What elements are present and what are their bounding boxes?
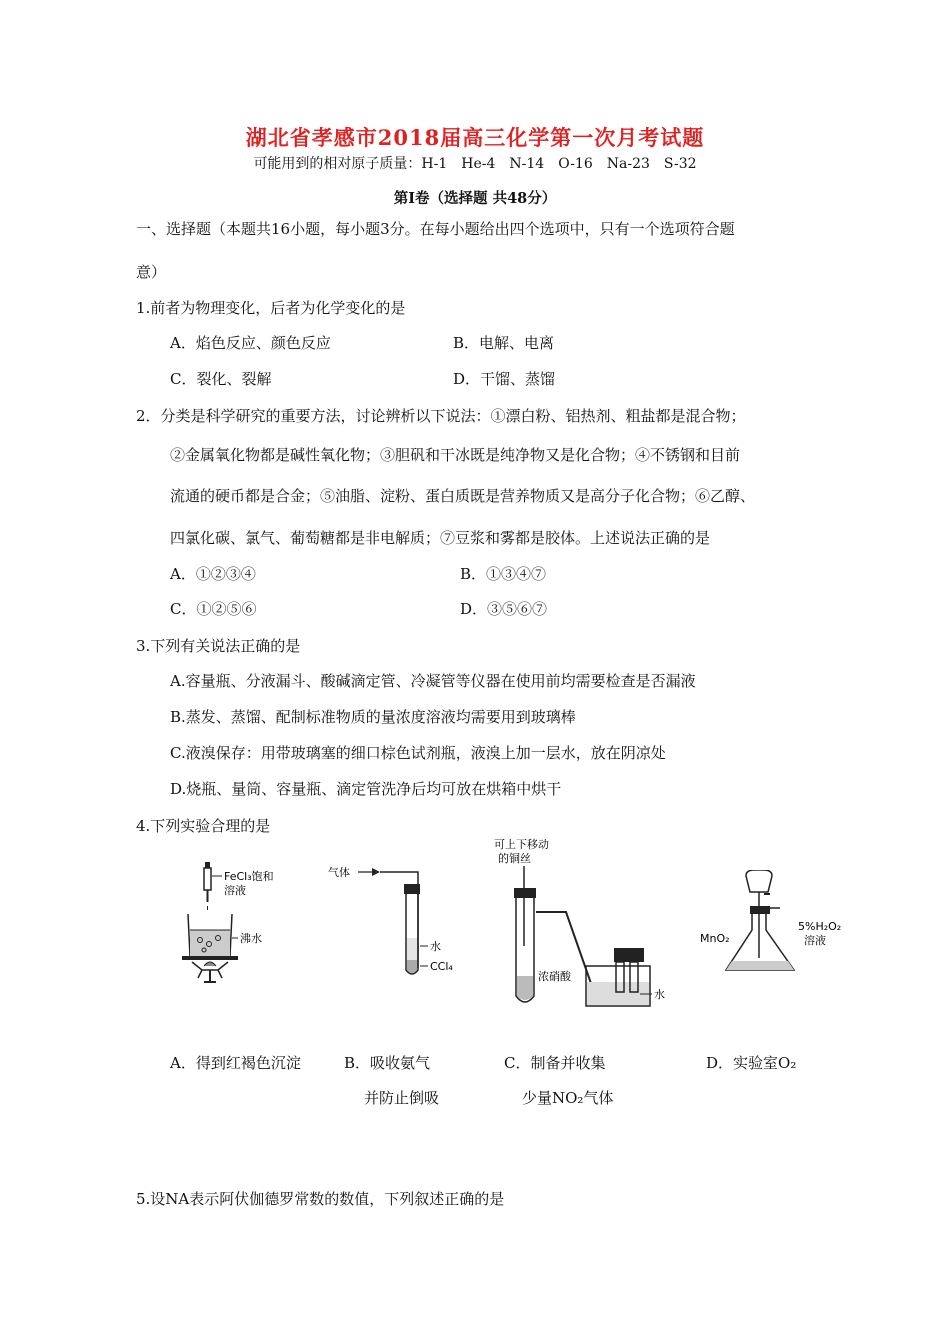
fig-b-ccl4-label: CCl₄: [430, 960, 453, 973]
q4-stem: 4.下列实验合理的是: [136, 817, 271, 835]
q4-option-b-line1: B．吸收氨气: [344, 1054, 431, 1072]
fig-a-reagent-label1: FeCl₃饱和: [224, 870, 274, 883]
fig-d-mno2-label: MnO₂: [700, 932, 730, 945]
fig-d-h2o2-label2: 溶液: [804, 934, 826, 947]
fig-a-water-label: 沸水: [240, 932, 262, 945]
q5-stem: 5.设NA表示阿伏伽德罗常数的数值，下列叙述正确的是: [136, 1190, 505, 1208]
q2-option-d: D．③⑤⑥⑦: [460, 600, 548, 618]
q3-option-d: D.烧瓶、量筒、容量瓶、滴定管洗净后均可放在烘箱中烘干: [170, 780, 562, 798]
q3-option-c: C.液溴保存：用带玻璃塞的细口棕色试剂瓶，液溴上加一层水，放在阴凉处: [170, 744, 666, 762]
q1-option-c: C．裂化、裂解: [170, 370, 272, 388]
q4-option-c-line2: 少量NO₂气体: [522, 1089, 614, 1107]
q2-line3: 流通的硬币都是合金；⑤油脂、淀粉、蛋白质既是营养物质又是高分子化合物；⑥乙醇、: [170, 487, 756, 505]
q1-option-d: D．干馏、蒸馏: [453, 370, 556, 388]
figure-b-apparatus: [328, 858, 468, 988]
q3-option-a: A.容量瓶、分液漏斗、酸碱滴定管、冷凝管等仪器在使用前均需要检查是否漏液: [170, 672, 696, 690]
fig-c-water-label: 水: [654, 988, 665, 1001]
section-title: 第Ⅰ卷（选择题 共48分）: [393, 190, 557, 207]
q4-option-b-line2: 并防止倒吸: [364, 1089, 440, 1107]
q2-line1: 2．分类是科学研究的重要方法，讨论辨析以下说法：①漂白粉、铝热剂、粗盐都是混合物；: [136, 407, 746, 425]
fig-b-gas-label: 气体: [328, 866, 350, 879]
q2-option-b: B．①③④⑦: [460, 565, 547, 583]
q4-option-a: A．得到红褐色沉淀: [170, 1054, 301, 1072]
q3-option-b: B.蒸发、蒸馏、配制标准物质的量浓度溶液均需要用到玻璃棒: [170, 708, 576, 726]
fig-c-wire-label1: 可上下移动: [494, 838, 549, 851]
figure-c-apparatus: [490, 836, 670, 1011]
q4-option-c-line1: C．制备并收集: [504, 1054, 606, 1072]
atomic-masses: 可能用到的相对原子质量：H-1 He-4 N-14 O-16 Na-23 S-32: [253, 156, 697, 172]
q1-option-b: B．电解、电离: [453, 334, 555, 352]
figure-d-apparatus: [700, 870, 850, 985]
fig-a-reagent-label2: 溶液: [224, 884, 246, 897]
q2-line4: 四氯化碳、氯气、葡萄糖都是非电解质；⑦豆浆和雾都是胶体。上述说法正确的是: [170, 529, 711, 547]
q1-stem: 1.前者为物理变化，后者为化学变化的是: [136, 299, 406, 317]
fig-d-h2o2-label1: 5%H₂O₂: [798, 920, 842, 933]
fig-c-wire-label2: 的铜丝: [498, 852, 531, 865]
figure-a-apparatus: [178, 858, 308, 988]
q4-option-d: D．实验室O₂: [706, 1054, 797, 1072]
instructions-line2: 意）: [136, 263, 167, 281]
fig-b-water-label: 水: [430, 940, 441, 953]
q1-option-a: A．焰色反应、颜色反应: [170, 334, 331, 352]
instructions-line1: 一、选择题（本题共16小题，每小题3分。在每小题给出四个选项中，只有一个选项符合题: [136, 220, 735, 238]
q2-line2: ②金属氧化物都是碱性氧化物；③胆矾和干冰既是纯净物又是化合物；④不锈钢和目前: [170, 446, 741, 464]
q3-stem: 3.下列有关说法正确的是: [136, 637, 301, 655]
fig-c-acid-label: 浓硝酸: [538, 970, 571, 983]
q2-option-a: A．①②③④: [170, 565, 256, 583]
page-title: 湖北省孝感市2018届高三化学第一次月考试题: [245, 125, 705, 150]
q2-option-c: C．①②⑤⑥: [170, 600, 257, 618]
